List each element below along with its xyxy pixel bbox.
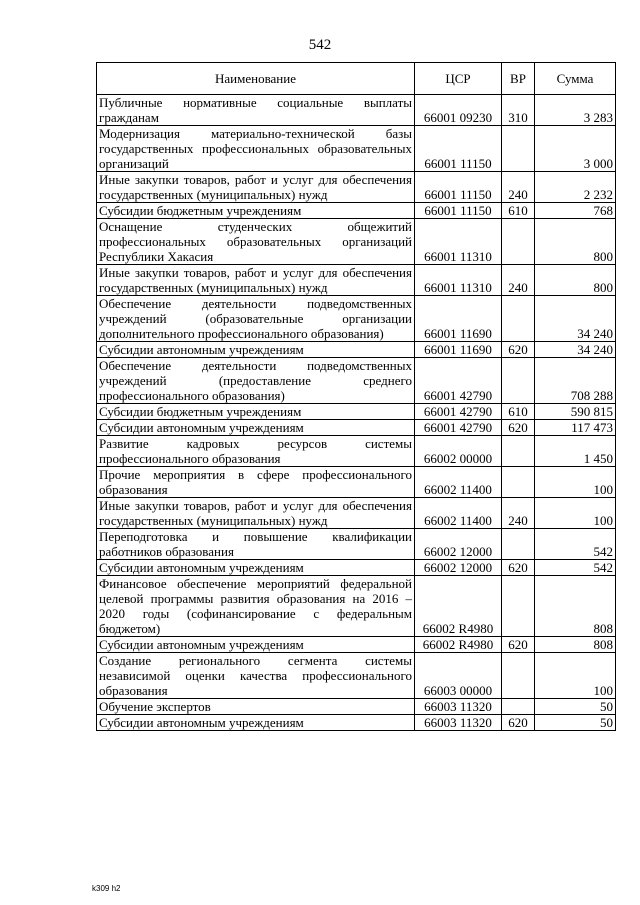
cell-vr: 620 [502,420,535,436]
cell-name: Субсидии автономным учреждениям [97,637,415,653]
cell-csr: 66002 R4980 [415,576,502,637]
cell-name: Развитие кадровых ресурсов системы профессионального образования [97,436,415,467]
table-row [97,576,616,637]
cell-csr: 66002 12000 [415,560,502,576]
cell-sum: 117 473 [535,420,616,436]
table-row [97,715,616,731]
cell-sum: 34 240 [535,296,616,342]
cell-csr: 66001 42790 [415,358,502,404]
cell-sum: 542 [535,529,616,560]
cell-name: Субсидии автономным учреждениям [97,420,415,436]
table-row [97,699,616,715]
header-name: Наименование [97,63,415,95]
table-row [97,420,616,436]
cell-vr: 310 [502,95,535,126]
cell-name: Субсидии автономным учреждениям [97,342,415,358]
cell-csr: 66001 11690 [415,296,502,342]
cell-name: Иные закупки товаров, работ и услуг для обеспечения государственных (муниципальных) нужд [97,265,415,296]
cell-sum: 808 [535,576,616,637]
cell-sum: 50 [535,699,616,715]
table-row [97,296,616,342]
cell-vr: 620 [502,715,535,731]
cell-name: Прочие мероприятия в сфере профессионального образования [97,467,415,498]
cell-sum: 800 [535,265,616,296]
cell-name: Создание регионального сегмента системы независимой оценки качества профессионального образования [97,653,415,699]
cell-vr: 620 [502,637,535,653]
table-row [97,95,616,126]
cell-name: Субсидии бюджетным учреждениям [97,404,415,420]
cell-csr: 66002 11400 [415,467,502,498]
cell-name: Финансовое обеспечение мероприятий федеральной целевой программы развития образования на 2016 – 2020 годы (софинансирование с федеральным бюджетом) [97,576,415,637]
cell-vr: 240 [502,498,535,529]
cell-sum: 1 450 [535,436,616,467]
cell-vr: 610 [502,203,535,219]
cell-csr: 66001 11310 [415,219,502,265]
cell-vr [502,699,535,715]
cell-csr: 66001 09230 [415,95,502,126]
cell-name: Публичные нормативные социальные выплаты гражданам [97,95,415,126]
header-sum: Сумма [535,63,616,95]
cell-csr: 66003 11320 [415,715,502,731]
table-row [97,404,616,420]
cell-csr: 66002 11400 [415,498,502,529]
cell-name: Субсидии бюджетным учреждениям [97,203,415,219]
cell-vr [502,219,535,265]
table-row [97,203,616,219]
cell-csr: 66002 R4980 [415,637,502,653]
cell-vr: 620 [502,560,535,576]
header-csr: ЦСР [415,63,502,95]
cell-vr [502,358,535,404]
cell-name: Субсидии автономным учреждениям [97,560,415,576]
table-header-row [97,63,616,95]
cell-vr [502,467,535,498]
cell-name: Модернизация материально-технической базы государственных профессиональных образовательных организаций [97,126,415,172]
cell-csr: 66003 11320 [415,699,502,715]
cell-sum: 50 [535,715,616,731]
table-row [97,467,616,498]
cell-csr: 66001 11150 [415,172,502,203]
cell-sum: 100 [535,498,616,529]
budget-table [96,62,616,731]
footer-code: k309 h2 [92,884,121,893]
table-row [97,498,616,529]
cell-sum: 34 240 [535,342,616,358]
cell-sum: 590 815 [535,404,616,420]
cell-vr [502,126,535,172]
cell-name: Иные закупки товаров, работ и услуг для обеспечения государственных (муниципальных) нужд [97,498,415,529]
cell-vr [502,436,535,467]
cell-vr [502,653,535,699]
cell-csr: 66001 11150 [415,126,502,172]
cell-sum: 100 [535,653,616,699]
table-row [97,265,616,296]
cell-csr: 66001 11310 [415,265,502,296]
table-row [97,653,616,699]
cell-sum: 2 232 [535,172,616,203]
cell-sum: 100 [535,467,616,498]
cell-name: Переподготовка и повышение квалификации работников образования [97,529,415,560]
cell-csr: 66002 00000 [415,436,502,467]
cell-sum: 3 283 [535,95,616,126]
table-body [97,95,616,731]
table-row [97,560,616,576]
cell-name: Обеспечение деятельности подведомственных учреждений (предоставление среднего профессионального образования) [97,358,415,404]
cell-name: Обеспечение деятельности подведомственных учреждений (образовательные организации дополнительного профессионального образования) [97,296,415,342]
table-row [97,529,616,560]
cell-sum: 808 [535,637,616,653]
page-number: 542 [308,37,332,53]
table-row [97,126,616,172]
cell-vr: 620 [502,342,535,358]
cell-csr: 66002 12000 [415,529,502,560]
header-vr: ВР [502,63,535,95]
table-row [97,358,616,404]
cell-vr [502,529,535,560]
cell-csr: 66001 42790 [415,404,502,420]
cell-sum: 768 [535,203,616,219]
cell-vr: 240 [502,265,535,296]
cell-vr [502,296,535,342]
cell-vr: 240 [502,172,535,203]
cell-name: Оснащение студенческих общежитий профессиональных образовательных организаций Республики Хакасия [97,219,415,265]
cell-csr: 66001 11690 [415,342,502,358]
table-row [97,219,616,265]
table-row [97,172,616,203]
table-row [97,342,616,358]
cell-csr: 66003 00000 [415,653,502,699]
cell-vr [502,576,535,637]
cell-name: Субсидии автономным учреждениям [97,715,415,731]
cell-name: Иные закупки товаров, работ и услуг для обеспечения государственных (муниципальных) нужд [97,172,415,203]
cell-sum: 3 000 [535,126,616,172]
cell-sum: 542 [535,560,616,576]
cell-csr: 66001 42790 [415,420,502,436]
cell-csr: 66001 11150 [415,203,502,219]
table-row [97,436,616,467]
table-row [97,637,616,653]
cell-name: Обучение экспертов [97,699,415,715]
cell-sum: 800 [535,219,616,265]
cell-vr: 610 [502,404,535,420]
cell-sum: 708 288 [535,358,616,404]
